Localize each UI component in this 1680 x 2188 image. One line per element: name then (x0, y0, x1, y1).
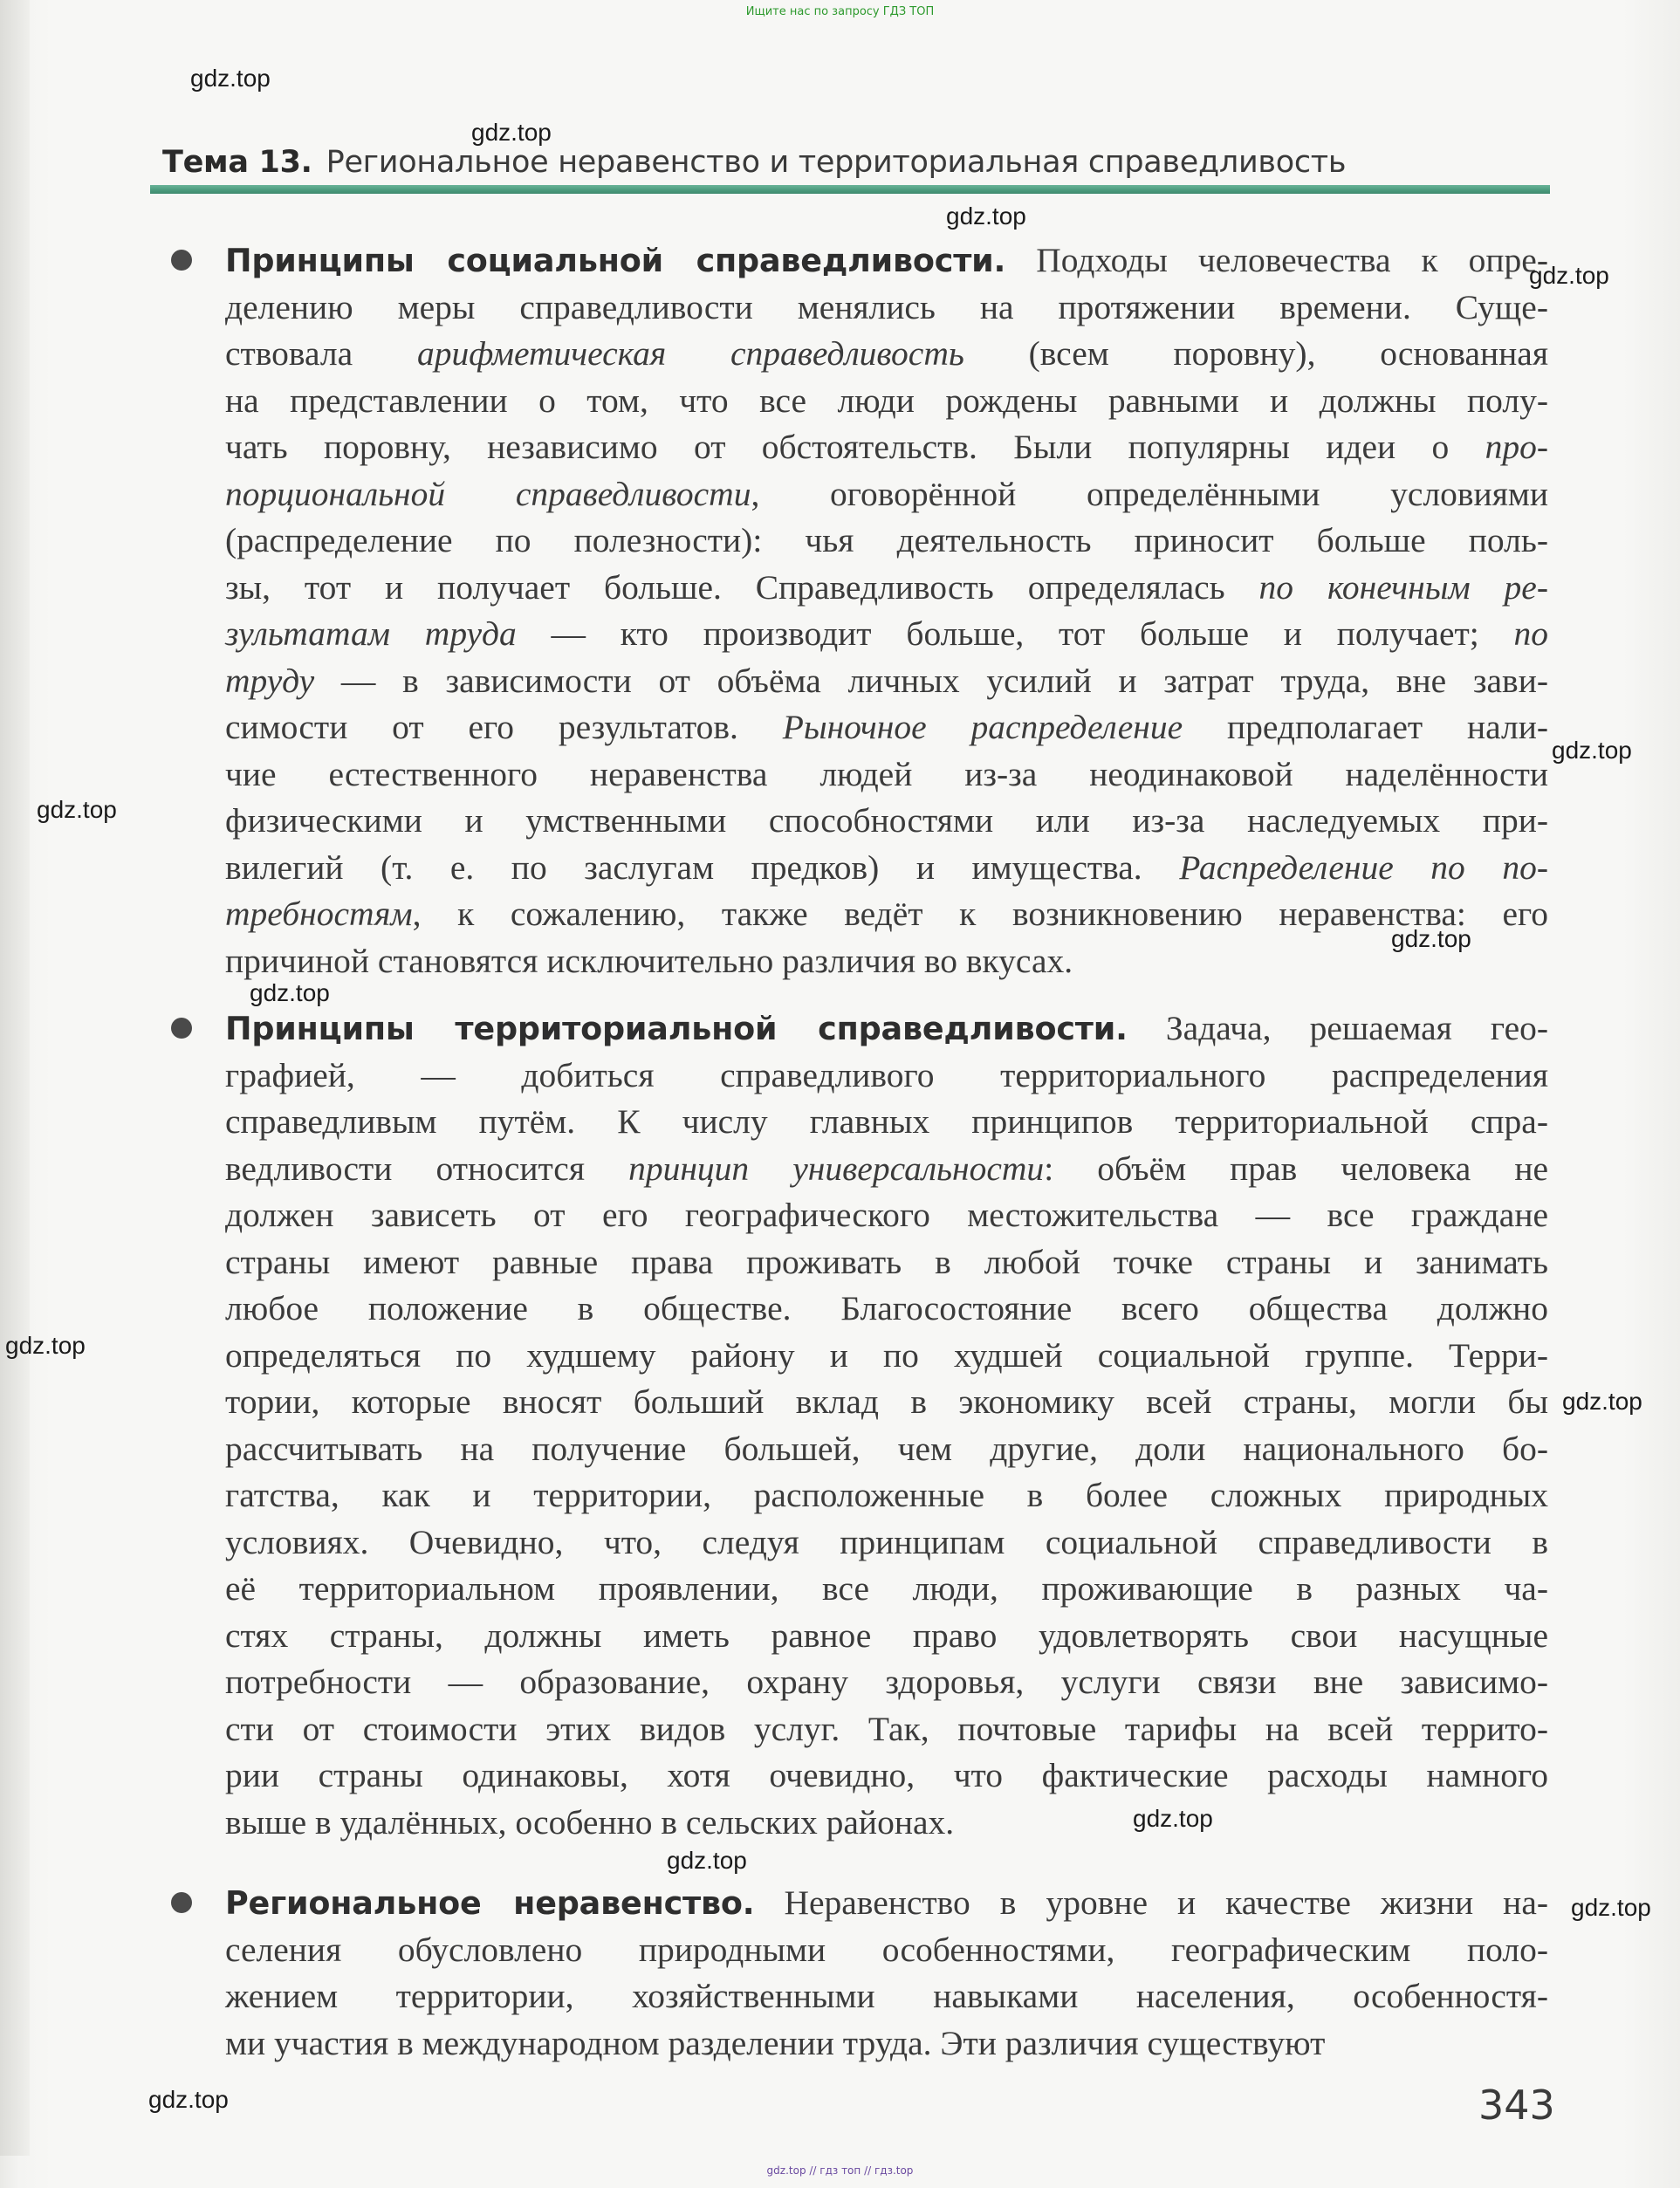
text-segment: страны имеют равные права проживать в любой точке страны и занимать (225, 1242, 1548, 1281)
text-line (225, 518, 1548, 565)
text-segment: : объём прав человека не (1044, 1149, 1549, 1188)
text-line (225, 1800, 1548, 1847)
text-segment: должен зависеть от его географического местожительства — все граждане (225, 1196, 1548, 1234)
watermark: gdz.top (667, 1847, 747, 1874)
text-segment: чие естественного неравенства людей из-за неодинаковой наделённости (225, 754, 1548, 793)
text-segment: Подходы человечества к опре- (1036, 241, 1548, 279)
text-line (225, 1519, 1548, 1567)
text-line (225, 751, 1548, 799)
text-segment: определяться по худшему району и по худшей социальной группе. Терри- (225, 1335, 1548, 1375)
section-regional-inequality (225, 1880, 1548, 2067)
text-line (225, 1613, 1548, 1660)
text-segment: — кто производит больше, тот больше и получает; (516, 614, 1514, 653)
page-number: 343 (1478, 2082, 1555, 2129)
watermark: gdz.top (5, 1332, 86, 1359)
watermark: gdz.top (148, 2086, 229, 2113)
italic-term: по конечным ре- (1258, 567, 1548, 607)
text-segment: , оговорённой определёнными условиями (751, 474, 1548, 513)
section-heading: Принципы социальной справедливости. (225, 242, 1006, 279)
text-line (225, 1005, 1548, 1053)
watermark: gdz.top (250, 979, 330, 1006)
text-segment: рассчитывать на получение большей, чем другие, доли национального бо- (225, 1429, 1548, 1468)
italic-term: зультатам труда (225, 614, 517, 653)
watermark: gdz.top (1552, 737, 1632, 764)
text-segment: условиях. Очевидно, что, следуя принципам социальной справедливости в (225, 1522, 1548, 1561)
text-line (225, 1973, 1548, 2020)
italic-term: Рыночное распределение (782, 708, 1183, 746)
text-line (225, 1927, 1548, 1974)
text-segment: — в зависимости от объёма личных усилий и затрат труда, вне зави- (314, 661, 1548, 700)
text-line (225, 1426, 1548, 1473)
text-segment: справедливым путём. К числу главных принципов территориальной спра- (225, 1102, 1548, 1141)
watermark: gdz.top (946, 202, 1026, 230)
text-segment: тории, которые вносят больший вклад в экономику всей страны, могли бы (225, 1382, 1548, 1421)
text-segment: делению меры справедливости менялись на протяжении времени. Суще- (225, 287, 1548, 326)
topic-header (162, 145, 1346, 180)
text-segment: Задача, решаемая гео- (1165, 1009, 1548, 1047)
text-segment: жением территории, хозяйственными навыками населения, особенностя- (225, 1977, 1548, 2015)
text-segment: выше в удалённых, особенно в сельских районах. (225, 1802, 955, 1842)
text-segment: (распределение по полезности): чья деятельность приносит больше поль- (225, 521, 1548, 559)
text-segment: гатства, как и территории, расположенные в более сложных природных (225, 1476, 1548, 1514)
text-line (225, 1379, 1548, 1426)
bullet-icon (171, 250, 192, 271)
text-segment: селения обусловлено природными особенностями, географическим поло- (225, 1930, 1548, 1969)
section-territorial-justice (225, 1005, 1548, 1846)
italic-term: требностям (225, 895, 413, 933)
section-heading: Принципы территориальной справедливости. (225, 1010, 1128, 1047)
text-segment: симости от его результатов. (225, 708, 783, 746)
text-line (225, 611, 1548, 658)
text-segment: сти от стоимости этих видов услуг. Так, почтовые тарифы на всей террито- (225, 1709, 1548, 1748)
text-line (225, 331, 1548, 378)
text-segment: предполагает нали- (1183, 708, 1548, 746)
text-segment: на представлении о том, что все люди рождены равными и должны полу- (225, 381, 1548, 420)
text-segment: рии страны одинаковы, хотя очевидно, что фактические расходы намного (225, 1756, 1548, 1794)
text-line (225, 1880, 1548, 1927)
watermark: gdz.top (1571, 1894, 1651, 1921)
page-spine-shadow (0, 0, 30, 2156)
text-segment: графией, — добиться справедливого территориального распределения (225, 1055, 1548, 1094)
italic-term: про- (1485, 428, 1548, 466)
text-line (225, 1659, 1548, 1706)
text-line (225, 1752, 1548, 1800)
text-segment: (всем поровну), основанная (963, 334, 1548, 373)
watermark: gdz.top (1562, 1388, 1642, 1415)
section-heading: Региональное неравенство. (225, 1884, 755, 1922)
watermark: gdz.top (1391, 925, 1471, 952)
bottom-banner: gdz.top // гдз топ // гдз.top (766, 2164, 914, 2177)
watermark: gdz.top (1133, 1805, 1213, 1832)
text-line (225, 424, 1548, 471)
text-line (225, 2020, 1548, 2068)
text-segment: зы, тот и получает больше. Справедливость определялась (225, 567, 1259, 607)
watermark: gdz.top (471, 119, 552, 146)
text-line (225, 1472, 1548, 1519)
italic-term: арифметическая справедливость (416, 334, 964, 373)
text-line (225, 1053, 1548, 1100)
text-segment: ведливости относится (225, 1149, 629, 1188)
text-line (225, 798, 1548, 845)
text-segment: Неравенство в уровне и качестве жизни на- (784, 1883, 1549, 1922)
text-line (225, 1192, 1548, 1239)
text-line (225, 565, 1548, 612)
text-segment: любое положение в обществе. Благосостояние всего общества должно (225, 1289, 1548, 1327)
text-segment: ми участия в международном разделении труда. Эти различия существуют (225, 2023, 1326, 2062)
italic-term: труду (225, 661, 315, 700)
watermark: gdz.top (1529, 262, 1609, 289)
text-segment: вилегий (т. е. по заслугам предков) и имущества. (225, 847, 1180, 887)
text-line (225, 891, 1548, 938)
bullet-icon (171, 1018, 192, 1039)
italic-term: принцип универсальности (628, 1149, 1045, 1188)
text-line (225, 845, 1548, 892)
text-line (225, 1566, 1548, 1613)
text-line (225, 1239, 1548, 1286)
bullet-icon (171, 1892, 192, 1913)
header-rule (150, 185, 1550, 194)
text-line (225, 1146, 1548, 1193)
watermark: gdz.top (37, 796, 117, 823)
text-line (225, 1099, 1548, 1146)
italic-term: Распределение по по- (1179, 847, 1548, 887)
text-segment: , к сожалению, также ведёт к возникновению неравенства: его (412, 895, 1548, 933)
topic-number: Тема 13. (162, 145, 312, 180)
text-line (225, 1286, 1548, 1333)
text-segment: стях страны, должны иметь равное право удовлетворять свои насущные (225, 1615, 1548, 1655)
section-social-justice (225, 237, 1548, 984)
text-segment: потребности — образование, охрану здоровья, услуги связи вне зависимо- (225, 1663, 1548, 1701)
text-segment: её территориальном проявлении, все люди, проживающие в разных ча- (225, 1569, 1548, 1608)
topic-title: Региональное неравенство и территориальная справедливость (326, 145, 1347, 180)
text-line (225, 704, 1548, 751)
top-banner: Ищите нас по запросу ГДЗ ТОП (745, 5, 935, 18)
text-segment: физическими и умственными способностями или из-за наследуемых при- (225, 801, 1548, 840)
text-line (225, 1706, 1548, 1753)
text-line (225, 471, 1548, 518)
text-segment: чать поровну, независимо от обстоятельств. Были популярны идеи о (225, 428, 1485, 466)
text-line (225, 658, 1548, 705)
watermark: gdz.top (190, 65, 271, 92)
text-line (225, 1333, 1548, 1380)
text-line (225, 378, 1548, 425)
text-line (225, 285, 1548, 332)
text-segment: причиной становятся исключительно различия во вкусах. (225, 941, 1073, 980)
italic-term: по (1513, 614, 1548, 653)
text-line (225, 938, 1548, 985)
italic-term: порциональной справедливости (225, 474, 751, 513)
text-segment: ствовала (225, 334, 417, 373)
text-line (225, 237, 1548, 285)
